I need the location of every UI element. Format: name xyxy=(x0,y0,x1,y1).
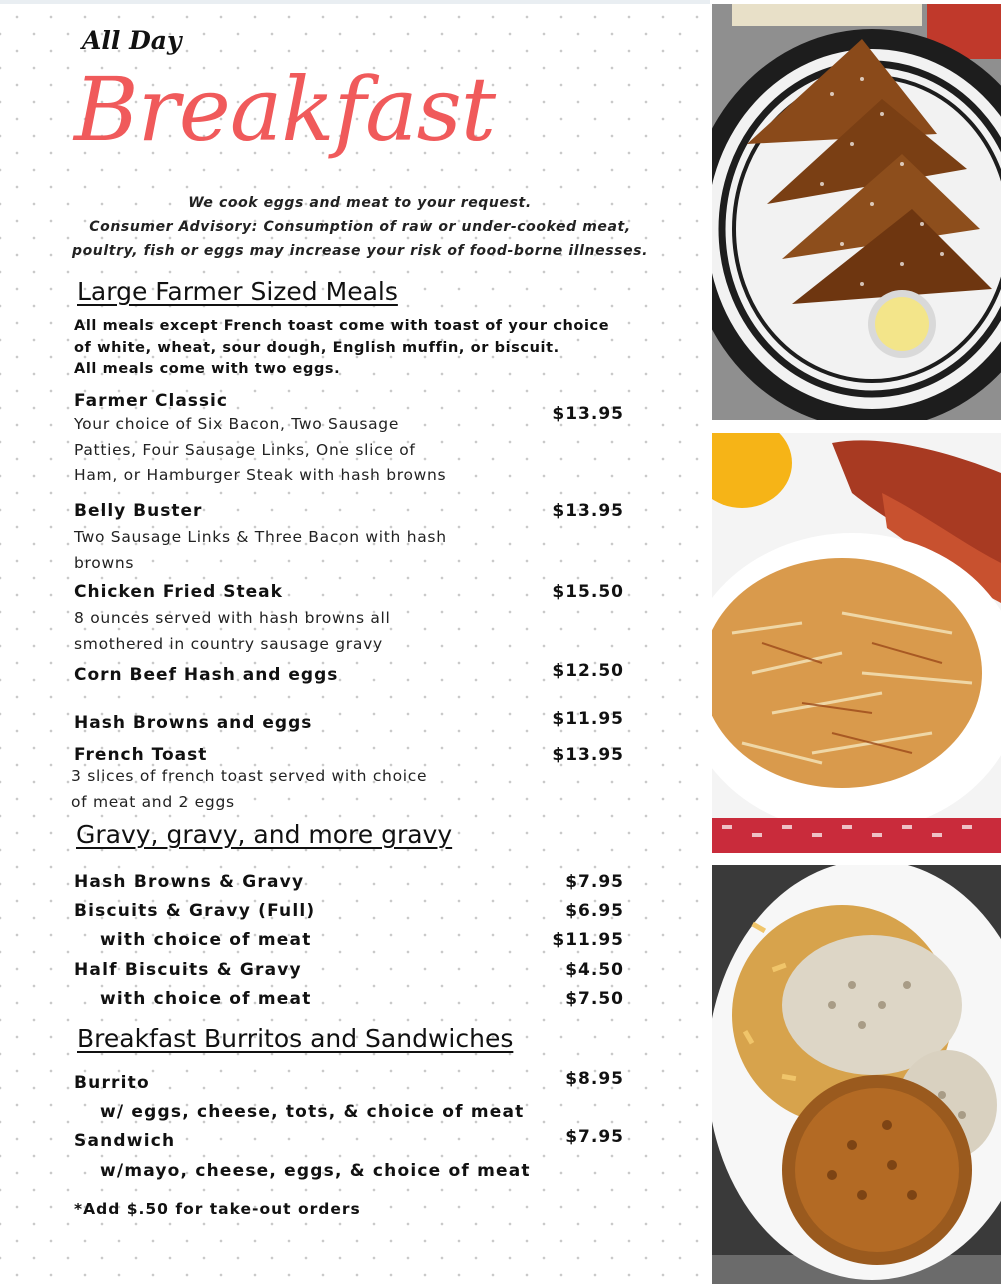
description-line: Ham, or Hamburger Steak with hash browns xyxy=(74,466,447,484)
menu-item-price: $7.95 xyxy=(565,1127,624,1147)
menu-item-option: with choice of meat xyxy=(100,989,312,1009)
takeout-note: *Add $.50 for take-out orders xyxy=(74,1200,361,1218)
menu-item-price: $15.50 xyxy=(552,582,624,602)
description-line: smothered in country sausage gravy xyxy=(74,634,383,653)
description-line: 8 ounces served with hash browns all xyxy=(74,609,391,627)
advisory-line: Consumer Advisory: Consumption of raw or under-cooked meat, xyxy=(89,219,631,235)
section-heading-burritos: Breakfast Burritos and Sandwiches xyxy=(77,1024,514,1053)
menu-item-description xyxy=(74,525,447,576)
top-strip xyxy=(0,0,710,4)
menu-item-name: Sandwich xyxy=(74,1131,176,1151)
description-line: Two Sausage Links & Three Bacon with hash xyxy=(74,528,447,546)
photo-bacon-hash-browns xyxy=(712,433,1001,853)
menu-item-name: Chicken Fried Steak xyxy=(74,582,283,602)
menu-item-description: w/ eggs, cheese, tots, & choice of meat xyxy=(100,1102,525,1122)
menu-item-price: $4.50 xyxy=(565,960,624,980)
menu-item-price: $6.95 xyxy=(565,901,624,921)
menu-item-description xyxy=(74,606,391,657)
menu-item-name: Hash Browns and eggs xyxy=(74,713,313,733)
menu-item-name: Hash Browns & Gravy xyxy=(74,872,305,892)
all-day-label: All Day xyxy=(82,26,182,55)
description-line: of meat and 2 eggs xyxy=(71,792,235,811)
menu-item-price: $7.95 xyxy=(565,872,624,892)
advisory-line: We cook eggs and meat to your request. xyxy=(188,195,532,211)
menu-item-name: Burrito xyxy=(74,1073,150,1093)
menu-item-name: Biscuits & Gravy (Full) xyxy=(74,901,316,921)
menu-item-description: w/mayo, cheese, eggs, & choice of meat xyxy=(100,1161,531,1181)
farmer-intro xyxy=(74,316,634,381)
consumer-advisory xyxy=(70,191,650,263)
menu-item-name: French Toast xyxy=(74,745,208,765)
section-heading-gravy: Gravy, gravy, and more gravy xyxy=(76,820,453,849)
menu-item-price: $7.50 xyxy=(565,989,624,1009)
description-line: browns xyxy=(74,553,135,572)
menu-item-name: Belly Buster xyxy=(74,501,203,521)
menu-item-name: Corn Beef Hash and eggs xyxy=(74,665,339,685)
menu-item-price: $11.95 xyxy=(552,930,624,950)
menu-item-description xyxy=(74,412,446,489)
menu-title: Breakfast xyxy=(74,58,496,161)
menu-item-name: Farmer Classic xyxy=(74,391,228,411)
menu-item-description xyxy=(71,764,427,815)
menu-item-price: $12.50 xyxy=(552,661,624,681)
advisory-line: poultry, fish or eggs may increase your risk of food-borne illnesses. xyxy=(71,243,649,259)
intro-line: All meals come with two eggs. xyxy=(74,361,341,377)
intro-line: All meals except French toast come with toast of your choice xyxy=(74,318,610,334)
menu-item-price: $13.95 xyxy=(552,745,624,765)
menu-item-price: $11.95 xyxy=(552,709,624,729)
menu-item-price: $8.95 xyxy=(565,1069,624,1089)
description-line: Your choice of Six Bacon, Two Sausage xyxy=(74,415,400,433)
menu-item-name: Half Biscuits & Gravy xyxy=(74,960,302,980)
menu-item-price: $13.95 xyxy=(552,501,624,521)
photo-chicken-fried-steak xyxy=(712,865,1001,1284)
photo-french-toast xyxy=(712,4,1001,420)
intro-line: of white, wheat, sour dough, English muffin, or biscuit. xyxy=(74,339,560,356)
description-line: Patties, Four Sausage Links, One slice of xyxy=(74,440,416,459)
description-line: 3 slices of french toast served with choice xyxy=(71,767,428,785)
menu-item-price: $13.95 xyxy=(552,404,624,424)
section-heading-farmer: Large Farmer Sized Meals xyxy=(77,277,398,306)
menu-item-option: with choice of meat xyxy=(100,930,312,950)
